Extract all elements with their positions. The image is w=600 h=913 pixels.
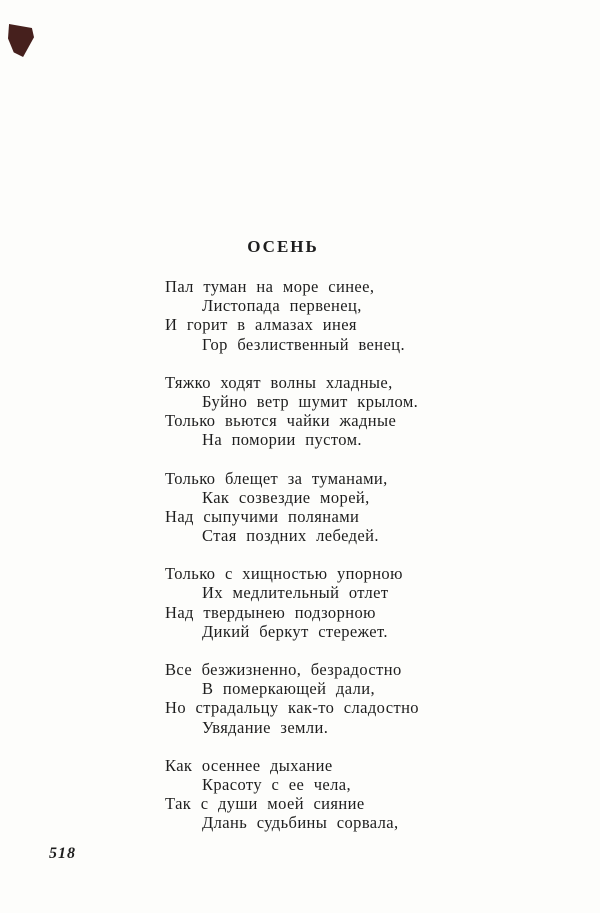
- stanza-4: [165, 564, 419, 641]
- page-number: 518: [49, 845, 76, 862]
- poem-line: В померкающей дали,: [202, 679, 375, 699]
- poem-line: Как созвездие морей,: [202, 487, 370, 507]
- stanza-1: [165, 277, 419, 354]
- poem-line: Только блещет за туманами,: [165, 468, 388, 488]
- poem-line: На помории пустом.: [202, 430, 362, 450]
- poem-line: Все безжизненно, безрадостно: [165, 660, 402, 679]
- stanza-5: [165, 660, 419, 737]
- poem-line: Увядание земли.: [202, 717, 329, 737]
- stanza-2: [165, 373, 419, 450]
- poem-line: Листопада первенец,: [202, 296, 362, 316]
- stanza-3: [165, 469, 419, 546]
- scan-corner-artifact: [8, 24, 34, 57]
- stanza-6: [165, 756, 419, 833]
- poem-title: ОСЕНЬ: [247, 237, 319, 256]
- poem-line: Пал туман на море синее,: [165, 277, 375, 296]
- poem-line: Но страдальцу как-то сладостно: [165, 698, 419, 718]
- poem-line: Над твердынею подзорною: [165, 602, 376, 622]
- poem-line: Как осеннее дыхание: [165, 755, 333, 775]
- poem-line: И горит в алмазах инея: [165, 315, 357, 335]
- poem-line: Только с хищностью упорною: [165, 564, 403, 584]
- poem-line: Буйно ветр шумит крылом.: [202, 391, 419, 411]
- poem-line: Гор безлиственный венец.: [202, 334, 405, 354]
- poem-line: Красоту с ее чела,: [202, 774, 352, 794]
- poem-line: Стая поздних лебедей.: [202, 526, 379, 546]
- poem-line: Их медлительный отлет: [202, 583, 389, 603]
- poem-line: Над сыпучими полянами: [165, 506, 360, 526]
- poem-line: Так с души моей сияние: [165, 794, 365, 814]
- poem-line: Дикий беркут стережет.: [202, 621, 388, 641]
- poem-line: Только вьются чайки жадные: [165, 411, 397, 431]
- poem-line: Длань судьбины сорвала,: [202, 813, 399, 833]
- poem-line: Тяжко ходят волны хладные,: [165, 372, 393, 392]
- poem-body: [165, 277, 419, 852]
